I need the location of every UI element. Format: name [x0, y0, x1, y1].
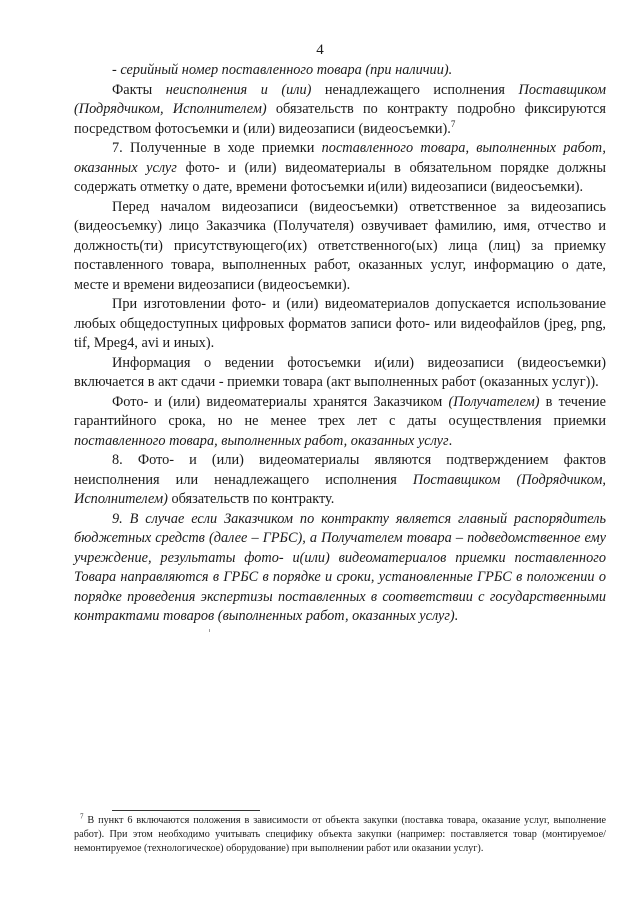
- paragraph-formats: При изготовлении фото- и (или) видеоматериалов допускается использование любых общедоступных цифровых форматов записи фото- или видеофайлов (jpeg, png, tif, Mpeg4, avi и иных).: [74, 296, 606, 351]
- paragraph-8: 8. Фото- и (или) видеоматериалы являются подтверждением фактов неисполнения или ненадлежащего исполнения Поставщиком (Подрядчиком, Исполнителем) обязательств по контракту.: [74, 452, 607, 507]
- scan-speck: [209, 629, 210, 632]
- footnote-text: В пункт 6 включаются положения в зависимости от объекта закупки (поставка товара, оказание услуг, выполнение работ). При этом необходимо учитывать специфику объекта закупки (например: поставляется товар (монтируемое/немонтируемое (технологическое) оборудование) при выполнении работ или оказании услуг).: [74, 815, 606, 854]
- paragraph-7: 7. Полученные в ходе приемки поставленного товара, выполненных работ, оказанных услуг фото- и (или) видеоматериалы в обязательном порядке должны содержать отметку о дате, времени фотосъемки и(или) видеозаписи (видеосъемки).: [74, 140, 606, 195]
- footnote: [74, 814, 606, 856]
- paragraph-before-recording: Перед началом видеозаписи (видеосъемки) ответственное за видеозапись (видеосъемку) лицо Заказчика (Получателя) озвучивает фамилию, имя, отчество и должность(ти) присутствующего(их) ответственного(ых) лица (лиц) за приемку поставленного товара, выполненных работ, оказанных услуг, информацию о дате, месте и времени видеозаписи (видеосъемки).: [74, 198, 606, 293]
- footnote-divider: [112, 810, 260, 811]
- page-number: 4: [316, 42, 324, 58]
- paragraph-storage: Фото- и (или) видеоматериалы хранятся Заказчиком (Получателем) в течение гарантийного срока, но не менее трех лет с даты осуществления приемки поставленного товара, выполненных работ, оказанных услуг.: [74, 393, 606, 449]
- paragraph-serial-number: - серийный номер поставленного товара (при наличии).: [112, 62, 453, 78]
- paragraph-facts: Факты неисполнения и (или) ненадлежащего исполнения Поставщиком (Подрядчиком, Исполнителем) обязательств по контракту подробно фиксируются посредством фотосъемки и (или) видеозаписи (видеосъемки).$^7$: [74, 81, 607, 137]
- document-body: [74, 61, 606, 627]
- paragraph-9: 9. В случае если Заказчиком по контракту является главный распорядитель бюджетных средств (далее – ГРБС), а Получателем товара – подведомственное ему учреждение, результаты фото- и(или) видеоматериалов приемки поставленного Товара направляются в ГРБС в порядке и сроки, установленные ГРБС в положении о порядке проведения экспертизы поставленных в соответствии с государственными контрактами товаров (выполненных работ, оказанных услуг).: [74, 510, 606, 624]
- footnote-marker: 7: [80, 812, 84, 821]
- paragraph-act-info: Информация о ведении фотосъемки и(или) видеозаписи (видеосъемки) включается в акт сдачи - приемки товара (акт выполненных работ (оказанных услуг)).: [74, 354, 606, 390]
- footnote-reference: 7: [450, 118, 456, 129]
